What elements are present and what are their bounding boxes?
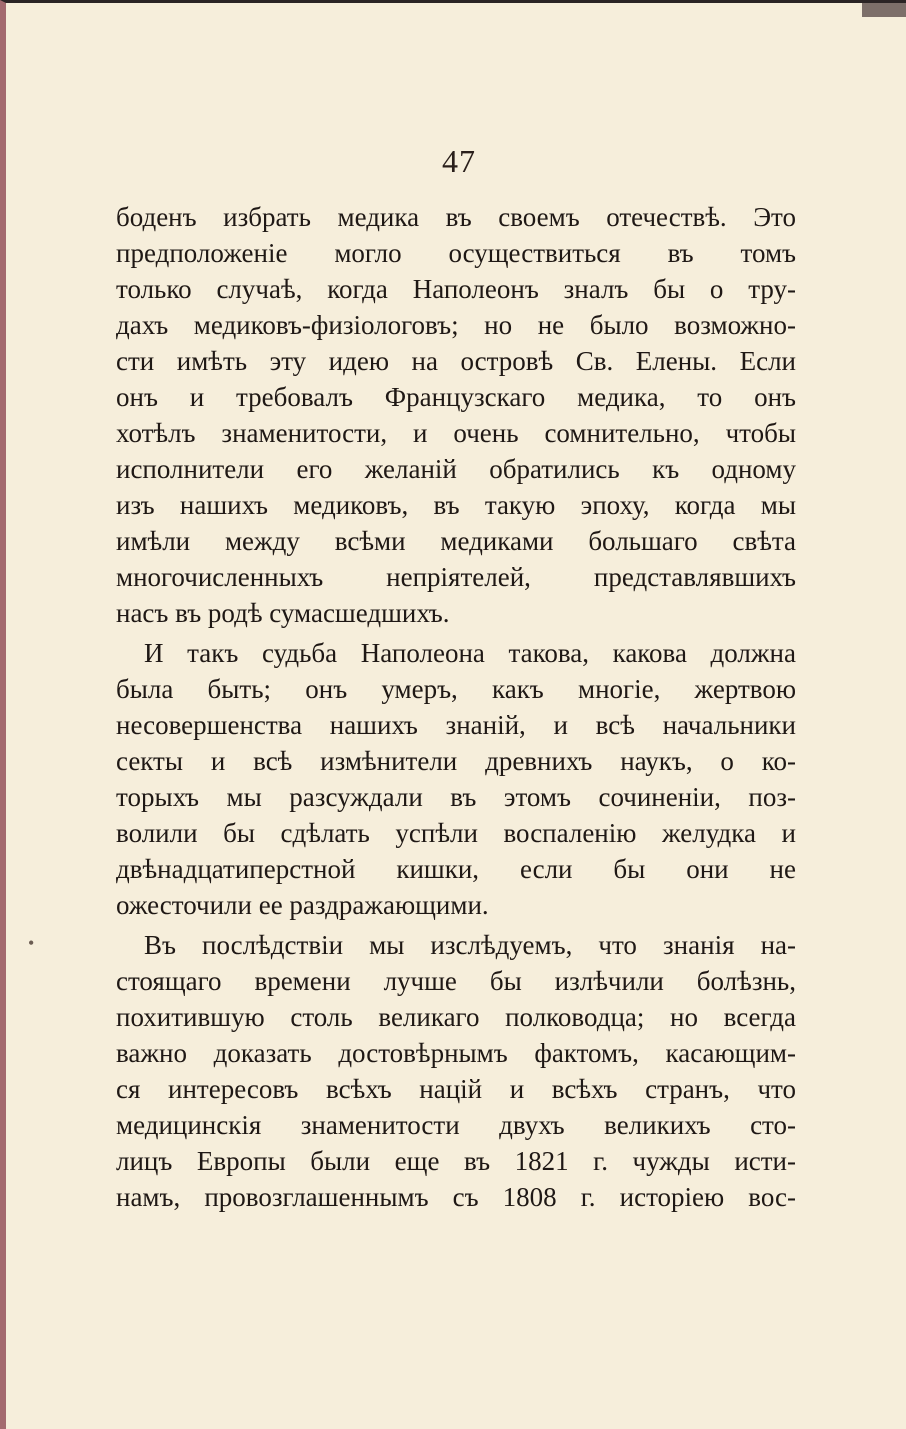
- text-line: имѣли между всѣми медиками большаго свѣта: [116, 526, 796, 556]
- text-line: изъ нашихъ медиковъ, въ такую эпоху, когда мы: [116, 490, 796, 520]
- text-line: медицинскiя знаменитости двухъ великихъ сто-: [116, 1110, 796, 1140]
- text-line: предположенiе могло осуществиться въ томъ: [116, 238, 796, 268]
- text-line: только случаѣ, когда Наполеонъ зналъ бы о тру-: [116, 274, 796, 304]
- text-line: ся интересовъ всѣхъ нацiй и всѣхъ странъ, что: [116, 1074, 796, 1104]
- text-line: важно доказать достовѣрнымъ фактомъ, касающим-: [116, 1038, 796, 1068]
- text-line: секты и всѣ измѣнители древнихъ наукъ, о ко-: [116, 746, 796, 776]
- text-line: лицъ Европы были еще въ 1821 г. чужды исти-: [116, 1146, 796, 1176]
- paragraph-3: [116, 927, 796, 1215]
- text-line: стоящаго времени лучше бы излѣчили болѣзнь,: [116, 966, 796, 996]
- text-line: несовершенства нашихъ знанiй, и всѣ начальники: [116, 710, 796, 740]
- text-line: насъ въ родѣ сумасшедшихъ.: [116, 598, 450, 628]
- text-line: хотѣлъ знаменитости, и очень сомнительно, чтобы: [116, 418, 796, 448]
- text-line: многочисленныхъ непрiятелей, представлявшихъ: [116, 562, 796, 592]
- text-line: сти имѣть эту идею на островѣ Св. Елены. Если: [116, 346, 796, 376]
- paragraph-1: [116, 199, 796, 631]
- text-line: И такъ судьба Наполеона такова, какова должна: [144, 638, 796, 668]
- text-line: онъ и требовалъ Французскаго медика, то онъ: [116, 382, 796, 412]
- text-line: торыхъ мы разсуждали въ этомъ сочиненiи, поз-: [116, 782, 796, 812]
- text-line: двѣнадцатиперстной кишки, если бы они не: [116, 854, 796, 884]
- text-line: похитившую столь великаго полководца; но всегда: [116, 1002, 796, 1032]
- text-line: ожесточили ее раздражающими.: [116, 890, 489, 920]
- text-line: дахъ медиковъ-физiологовъ; но не было возможно-: [116, 310, 796, 340]
- margin-speck: •: [28, 933, 35, 953]
- paragraph-2: [116, 635, 796, 923]
- page-number: 47: [442, 143, 476, 179]
- text-line: исполнители его желанiй обратились къ одному: [116, 454, 796, 484]
- body-text: [116, 199, 796, 1215]
- text-line: намъ, провозглашеннымъ съ 1808 г. исторiею вос-: [116, 1182, 796, 1212]
- text-line: была быть; онъ умеръ, какъ многiе, жертвою: [116, 674, 796, 704]
- page-edge-shadow: [862, 3, 906, 17]
- text-line: боденъ избрать медика въ своемъ отечествѣ. Это: [116, 202, 796, 232]
- text-line: волили бы сдѣлать успѣли воспаленiю желудка и: [116, 818, 796, 848]
- text-line: Въ послѣдствiи мы изслѣдуемъ, что знанiя на-: [144, 930, 796, 960]
